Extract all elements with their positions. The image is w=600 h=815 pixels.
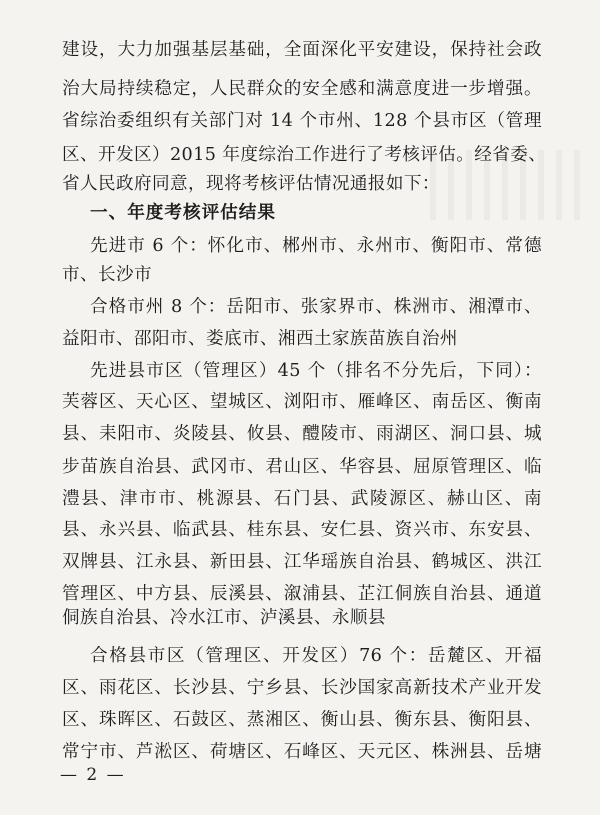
text-line-5: 省人民政府同意，现将考核评估情况通报如下： — [62, 174, 440, 194]
text-line-1: 建设，大力加强基层基础，全面深化平安建设，保持社会政 — [62, 40, 542, 60]
text-line-3: 省综治委组织有关部门对 14 个市州、128 个县市区（管理 — [62, 111, 542, 131]
text-line-10: 益阳市、邵阳市、娄底市、湘西土家族苗族自治州 — [62, 329, 458, 349]
text-line-7: 先进市 6 个：怀化市、郴州市、永州市、衡阳市、常德 — [90, 236, 542, 256]
text-line-9: 合格市州 8 个：岳阳市、张家界市、株洲市、湘潭市、 — [90, 297, 542, 317]
text-line-12: 芙蓉区、天心区、望城区、浏阳市、雁峰区、南岳区、衡南 — [62, 392, 542, 412]
text-line-23: 常宁市、芦淞区、荷塘区、石峰区、天元区、株洲县、岳塘 — [62, 742, 542, 762]
text-line-21: 区、雨花区、长沙县、宁乡县、长沙国家高新技术产业开发 — [62, 678, 542, 698]
text-line-15: 澧县、津市市、桃源县、石门县、武陵源区、赫山区、南 — [62, 489, 542, 509]
text-line-19: 侗族自治县、冷水江市、泸溪县、永顺县 — [62, 608, 386, 628]
text-line-14: 步苗族自治县、武冈市、君山区、华容县、屈原管理区、临 — [62, 457, 542, 477]
text-line-4: 区、开发区）2015 年度综治工作进行了考核评估。经省委、 — [62, 145, 547, 165]
text-line-8: 市、长沙市 — [62, 265, 152, 285]
text-line-11: 先进县市区（管理区）45 个（排名不分先后，下同）： — [90, 361, 542, 381]
text-line-22: 区、珠晖区、石鼓区、蒸湘区、衡山县、衡东县、衡阳县、 — [62, 710, 542, 730]
text-line-20: 合格县市区（管理区、开发区）76 个：岳麓区、开福 — [90, 646, 542, 666]
text-line-17: 双牌县、江永县、新田县、江华瑶族自治县、鹤城区、洪江 — [62, 552, 542, 572]
text-line-18: 管理区、中方县、辰溪县、溆浦县、芷江侗族自治县、通道 — [62, 584, 542, 604]
section-heading: 一、年度考核评估结果 — [90, 203, 276, 223]
text-line-2: 治大局持续稳定，人民群众的安全感和满意度进一步增强。 — [62, 79, 542, 99]
text-line-16: 县、永兴县、临武县、桂东县、安仁县、资兴市、东安县、 — [62, 520, 542, 540]
page-number: — 2 — — [60, 765, 126, 785]
text-line-13: 县、耒阳市、炎陵县、攸县、醴陵市、雨湖区、洞口县、城 — [62, 424, 542, 444]
